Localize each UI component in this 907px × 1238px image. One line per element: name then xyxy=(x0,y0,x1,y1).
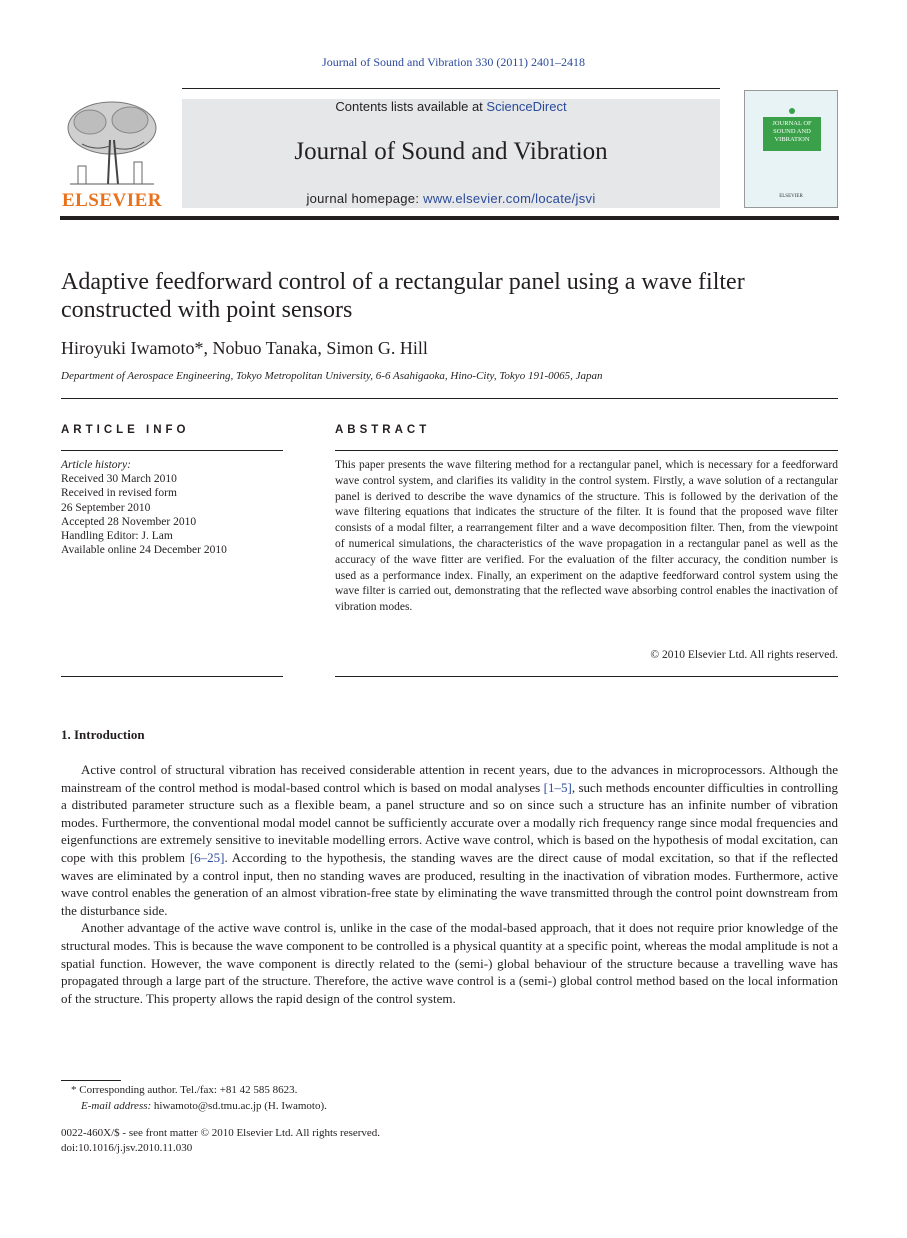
header-top-rule xyxy=(182,88,720,89)
article-history xyxy=(61,458,283,557)
introduction-body xyxy=(61,761,838,1007)
journal-citation[interactable]: Journal of Sound and Vibration 330 (2011) 2401–2418 xyxy=(322,55,585,69)
history-item: 26 September 2010 xyxy=(61,501,151,514)
article-title: Adaptive feedforward control of a rectangular panel using a wave filter constructed with point sensors xyxy=(61,269,745,323)
abstract-rule xyxy=(335,450,838,451)
text-run: , such methods encounter difficulties in controlling a distributed parameter structure such as a flexible beam, a panel structure and so on since such a structure has an infinite number of vibration modes. Furthermore, the conventional modal model cannot be sufficiently accurate over a modally rich frequency range since modal frequencies and eigenfunctions are extremely sensitive to inevitable modelling errors. Active wave control, which is based on the hypothesis of modal excitation, can cope with this problem xyxy=(61,779,838,865)
doi-line[interactable]: doi:10.1016/j.jsv.2010.11.030 xyxy=(61,1142,193,1154)
abstract-copyright: © 2010 Elsevier Ltd. All rights reserved. xyxy=(650,649,838,661)
abstract-bottom-rule xyxy=(335,676,838,677)
email-label: E-mail address: xyxy=(81,1099,152,1112)
header-thick-rule xyxy=(60,216,839,220)
homepage-prefix: journal homepage: xyxy=(306,191,424,206)
cover-emblem-icon xyxy=(789,108,795,114)
journal-title: Journal of Sound and Vibration xyxy=(294,138,608,165)
history-item: Available online 24 December 2010 xyxy=(61,544,227,557)
journal-cover-thumbnail xyxy=(744,90,838,208)
affiliation: Department of Aerospace Engineering, Tokyo Metropolitan University, 6-6 Asahigaoka, Hino-City, Tokyo 191-0065, Japan xyxy=(61,370,603,382)
article-info-heading: ARTICLE INFO xyxy=(61,424,190,436)
reference-link[interactable]: [6–25] xyxy=(189,849,225,865)
history-item: Handling Editor: J. Lam xyxy=(61,530,173,543)
paragraph xyxy=(61,761,838,919)
email-address[interactable]: hiwamoto@sd.tmu.ac.jp (H. Iwamoto). xyxy=(151,1099,327,1112)
issn-line: 0022-460X/$ - see front matter © 2010 Elsevier Ltd. All rights reserved. xyxy=(61,1127,381,1139)
elsevier-wordmark: ELSEVIER xyxy=(61,190,163,211)
paragraph: Another advantage of the active wave control is, unlike in the case of the modal-based approach, that it does not require prior knowledge of the structural modes. This is because the wave component to be controlled is a physical quantity at a specific point, whereas the modal amplitude is not a spatial function. However, the wave component is directly related to the (semi-) global behaviour of the structure because a travelling wave has propagated through a large part of the structure. Therefore, the active wave control is a (semi-) global control method based on the local information of the structure. This property allows the rapid design of the control system. xyxy=(61,920,838,1006)
history-item: Accepted 28 November 2010 xyxy=(61,515,197,528)
contents-prefix: Contents lists available at xyxy=(335,99,487,114)
abstract-text: This paper presents the wave filtering method for a rectangular panel, which is necessary for a feedforward wave control system, and clarifies its validity in the control system. Firstly, a wave solution of a rectangular panel is derived to describe the wave dynamics of the structure. This is followed by the derivation of the wave filtering equations that indicates the structure of the filter. It is found that the proposed wave filter consists of a modal filter, a rearrangement filter and a wave decomposition filter. Then, from the viewpoint of numerical simulations, the characteristics of the wave propagation in a rectangular panel as well as the accuracy of the wave fitter are verified. For the evaluation of the filter accuracy, the condition number is used as a performance index. Finally, an experiment on the adaptive feedforward control system using the wave filter is carried out, demonstrating that the reflected wave absorbing control enables the inactivation of vibration modes. xyxy=(335,459,838,614)
email-note xyxy=(61,1099,761,1115)
reference-link[interactable]: [1–5] xyxy=(543,779,572,795)
corresponding-author-note: * Corresponding author. Tel./fax: +81 42 585 8623. xyxy=(71,1084,298,1096)
history-item: Received 30 March 2010 xyxy=(61,473,177,486)
cover-publisher: ELSEVIER xyxy=(779,194,803,199)
footnote-rule xyxy=(61,1080,121,1081)
article-info-rule xyxy=(61,450,283,451)
article-info-bottom-rule xyxy=(61,676,283,677)
contents-line xyxy=(182,99,720,114)
sciencedirect-link[interactable]: ScienceDirect xyxy=(486,99,567,114)
author-list: Hiroyuki Iwamoto*, Nobuo Tanaka, Simon G. Hill xyxy=(61,338,428,358)
abstract-heading: ABSTRACT xyxy=(335,424,431,436)
cover-title: JOURNAL OF SOUND AND VIBRATION xyxy=(772,120,812,143)
homepage-line xyxy=(182,191,720,206)
homepage-link[interactable]: www.elsevier.com/locate/jsvi xyxy=(423,191,596,206)
title-rule xyxy=(61,398,838,399)
history-label: Article history: xyxy=(61,459,131,471)
text-run: . According to the hypothesis, the standing waves are the direct cause of modal excitation, so that if the reflected waves are eliminated by a control input, then no standing waves are produced, resulting in the inactivation of vibration modes. Furthermore, active wave control enables the generation of an almost vibration-free state by eliminating the wave transmitted through the control point downstream from the disturbance side. xyxy=(61,849,839,918)
history-item: Received in revised form xyxy=(61,487,177,500)
footnote xyxy=(61,1083,761,1114)
section-heading-introduction: 1. Introduction xyxy=(61,727,145,742)
issn-block xyxy=(61,1126,761,1156)
text-run: Active control of structural vibration has received considerable attention in recent years, due to the advances in microprocessors. Although the mainstream of the control method is modal-based control which is based on modal analyses xyxy=(61,762,838,795)
